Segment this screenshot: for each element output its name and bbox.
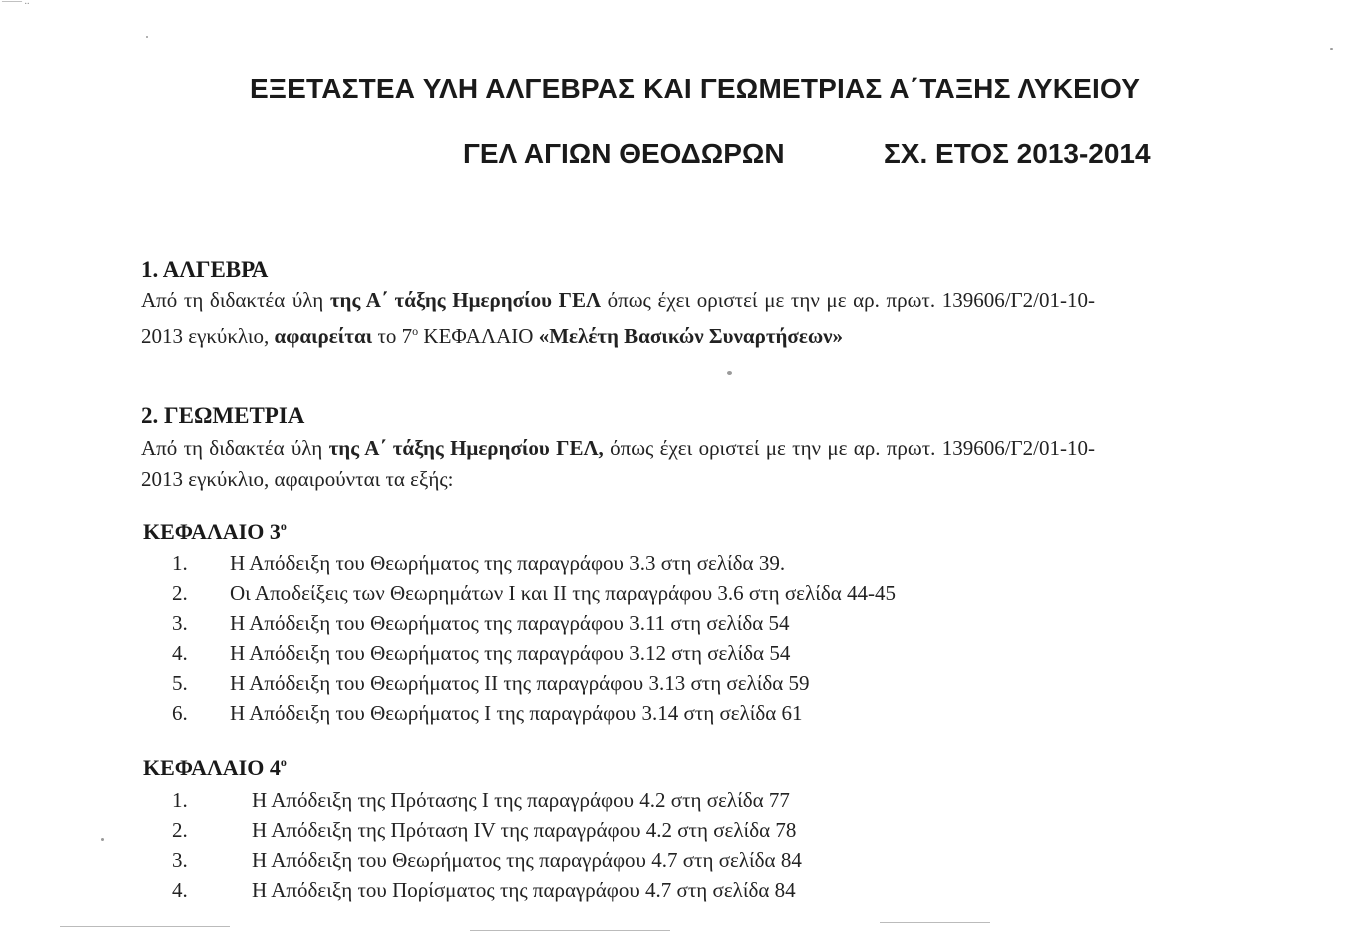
geometry-paragraph bbox=[141, 433, 1095, 495]
list-item-number: 2. bbox=[172, 581, 188, 605]
list-item-number: 1. bbox=[172, 551, 188, 575]
list-item-text: Η Απόδειξη της Πρόταση ΙV της παραγράφου 4.2 στη σελίδα 78 bbox=[252, 818, 797, 842]
list-item-text: Η Απόδειξη του Θεωρήματος της παραγράφου 3.11 στη σελίδα 54 bbox=[230, 611, 790, 635]
geometry-text-3: όπως έχει οριστεί με την με αρ. πρωτ. 139606/Γ2/01-10-2013 εγκύκλιο, αφαιρούνται τα εξής: bbox=[141, 436, 1095, 491]
list-item-number: 2. bbox=[172, 818, 188, 842]
list-item-number: 6. bbox=[172, 701, 188, 725]
list-item-number: 1. bbox=[172, 788, 188, 812]
school-name: ΓΕΛ ΑΓΙΩΝ ΘΕΟΔΩΡΩΝ bbox=[463, 138, 785, 169]
scan-corner-mark: —— .. bbox=[2, 0, 30, 7]
scan-speck bbox=[727, 371, 732, 375]
algebra-text-2: της Α΄ τάξης Ημερησίου ΓΕΛ bbox=[329, 288, 602, 312]
algebra-text-7: «Μελέτη Βασικών Συναρτήσεων» bbox=[538, 324, 844, 348]
scan-speck bbox=[1330, 48, 1333, 50]
algebra-text-6: ΚΕΦΑΛΑΙΟ bbox=[418, 324, 539, 348]
list-item-number: 4. bbox=[172, 878, 188, 902]
chapter-3-heading bbox=[143, 519, 287, 545]
list-item-text: Η Απόδειξη του Θεωρήματος Ι της παραγράφου 3.14 στη σελίδα 61 bbox=[230, 701, 803, 725]
document-title: ΕΞΕΤΑΣΤΕΑ ΥΛΗ ΑΛΓΕΒΡΑΣ ΚΑΙ ΓΕΩΜΕΤΡΙΑΣ Α΄ΤΑΞΗΣ ΛΥΚΕΙΟΥ bbox=[250, 73, 1141, 104]
chapter-3-title: ΚΕΦΑΛΑΙΟ 3 bbox=[143, 519, 281, 544]
algebra-text-5-sup: ο bbox=[412, 324, 419, 338]
algebra-text-4: αφαιρείται bbox=[274, 324, 373, 348]
school-year: ΣΧ. ΕΤΟΣ 2013-2014 bbox=[884, 138, 1151, 169]
chapter-3-title-sup: ο bbox=[280, 519, 287, 533]
geometry-text-2: της Α΄ τάξης Ημερησίου ΓΕΛ, bbox=[328, 436, 604, 460]
scan-edge-line bbox=[880, 922, 990, 923]
geometry-heading: 2. ΓΕΩΜΕΤΡΙΑ bbox=[141, 403, 305, 428]
list-item-text: Η Απόδειξη του Θεωρήματος της παραγράφου 4.7 στη σελίδα 84 bbox=[252, 848, 802, 872]
chapter-4-heading bbox=[143, 755, 287, 781]
scan-edge-line bbox=[470, 930, 670, 931]
chapter-4-title-sup: ο bbox=[280, 755, 287, 769]
list-item-text: Η Απόδειξη της Πρότασης Ι της παραγράφου 4.2 στη σελίδα 77 bbox=[252, 788, 790, 812]
list-item-number: 4. bbox=[172, 641, 188, 665]
algebra-paragraph bbox=[141, 285, 1095, 352]
list-item-text: Η Απόδειξη του Θεωρήματος της παραγράφου 3.12 στη σελίδα 54 bbox=[230, 641, 791, 665]
algebra-text-3: όπως έχει οριστεί με την με αρ. πρωτ. 139606/Γ2/01-10-2013 εγκύκλιο, bbox=[141, 288, 1095, 348]
geometry-text-1: Από τη διδακτέα ύλη bbox=[141, 436, 329, 460]
scan-edge-line bbox=[60, 926, 230, 927]
chapter-4-title: ΚΕΦΑΛΑΙΟ 4 bbox=[143, 755, 281, 780]
list-item-text: Οι Αποδείξεις των Θεωρημάτων Ι και ΙΙ της παραγράφου 3.6 στη σελίδα 44-45 bbox=[230, 581, 896, 605]
list-item-number: 3. bbox=[172, 611, 188, 635]
scan-speck bbox=[101, 838, 104, 841]
scan-speck bbox=[146, 36, 148, 38]
algebra-heading: 1. ΑΛΓΕΒΡΑ bbox=[141, 257, 269, 282]
list-item-number: 5. bbox=[172, 671, 188, 695]
list-item-text: Η Απόδειξη του Θεωρήματος της παραγράφου 3.3 στη σελίδα 39. bbox=[230, 551, 786, 575]
list-item-text: Η Απόδειξη του Θεωρήματος ΙΙ της παραγράφου 3.13 στη σελίδα 59 bbox=[230, 671, 810, 695]
algebra-text-1: Από τη διδακτέα ύλη bbox=[141, 288, 330, 312]
algebra-text-5: το 7 bbox=[372, 324, 413, 348]
list-item-text: Η Απόδειξη του Πορίσματος της παραγράφου 4.7 στη σελίδα 84 bbox=[252, 878, 796, 902]
list-item-number: 3. bbox=[172, 848, 188, 872]
